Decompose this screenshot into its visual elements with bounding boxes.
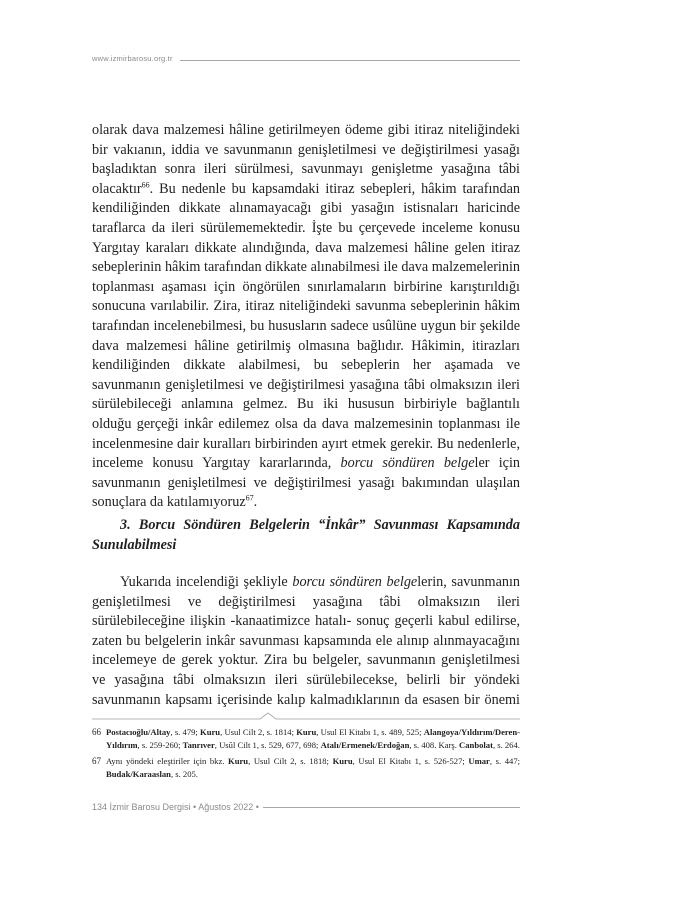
footnote-segment: , s. 205.: [170, 769, 198, 779]
para2-italic-term: borcu söndüren belge: [292, 574, 418, 590]
footnote-segment: , Usul El Kitabı 1, s. 489, 525;: [316, 727, 424, 737]
footnote-author: Kuru: [332, 756, 353, 766]
footnote-author: Canbolat: [459, 740, 493, 750]
footnote-author: Kuru: [228, 756, 249, 766]
footnote-author: Kuru: [296, 727, 317, 737]
header-url: www.izmirbarosu.org.tr: [92, 54, 173, 63]
header-rule: [180, 60, 520, 61]
footnote-67: [92, 755, 520, 781]
footnote-number: 66: [92, 727, 101, 737]
para2-text-1: Yukarıda incelendiği şekliyle: [120, 574, 293, 590]
footnote-number: 67: [92, 756, 101, 766]
para1-text-1: olarak dava malzemesi hâline getirilmeyen ödeme gibi itiraz niteliğindeki bir vakıanın, iddia ve savunmanın genişletilmesi ve değiştirilmesi yasağı başladıktan sonra ileri sürülmesi, savunmayı genişletme yasağına tâbi olacaktır: [92, 122, 520, 197]
footnote-segment: , s. 264.: [492, 740, 520, 750]
footnote-segment: , s. 447;: [489, 756, 521, 766]
footnote-segment: , Usûl Cilt 1, s. 529, 677, 698;: [214, 740, 321, 750]
footnote-author: Budak/Karaaslan: [106, 769, 171, 779]
footnote-segment: , s. 259-260;: [137, 740, 183, 750]
footer-rule: [263, 807, 520, 808]
footnote-66: [92, 726, 520, 752]
footnote-divider: [92, 712, 520, 720]
footnote-segment: , s. 408. Karş.: [409, 740, 460, 750]
body-paragraph-2: [92, 573, 520, 710]
footnote-text: [106, 755, 520, 781]
footnote-author: Tanrıver: [182, 740, 215, 750]
body-paragraph-1: [92, 121, 520, 513]
footnote-segment: , Usul Cilt 2, s. 1814;: [220, 727, 297, 737]
footnote-author: Umar: [468, 756, 490, 766]
footnote-text: [106, 726, 520, 752]
footnote-segment: , s. 479;: [170, 727, 201, 737]
section-heading: 3. Borcu Söndüren Belgelerin “İnkâr” Savunması Kapsamında Sunulabilmesi: [92, 517, 520, 553]
para1-text-4: .: [253, 494, 258, 511]
para1-italic-term: borcu söndüren belge: [340, 455, 475, 472]
para2-text-2: lerin, savunmanın genişletilmesi ve değiştirilmesi yasağına tâbi olmaksızın ileri sürülebileceğine ilişkin -kanaatimizce hatalı- sonuç geçerli kabul edilirse, zaten bu belgelerin inkâr savunması kapsamında ele alınıp alınmayacağını incelemeye de gerek yoktur. Zira bu belgeler, savunmanın genişletilmesi ve yasağına tâbi olmaksızın ileri sürülebilecekse, belirli bir yöndeki savunmanın kapsamı içerisinde kalıp kalmadıklarının da esasen bir önemi: [92, 574, 520, 708]
footnote-author: Kuru: [200, 727, 221, 737]
para1-text-2: . Bu nedenle bu kapsamdaki itiraz sebepleri, hâkim tarafından kendiliğinden dikkate alınamayacağı gibi yasağın istisnaları haricinde taraflarca da ileri sürülememektedir. İşte bu çerçevede inceleme konusu Yargıtay karaları dikkate alındığında, dava malzemesi hâline gelen itiraz sebeplerinin hâkim tarafından dikkate alınabilmesi ile dava malzemelerinin toplanması aşaması için öngörülen sınırlamaların birbirine karıştırıldığı sonucuna varılabilir. Zira, itiraz niteliğindeki savunma sebeplerinin hâkim tarafından incelenebilmesi, bu hususların sadece usûlüne uygun bir şekilde dava malzemesi hâline getirilmiş olmasına bağlıdır. Hâkimin, itirazları kendiliğinden dikkate alabilmesi, bu sebeplerin her aşamada ve savunmanın genişletilmesi ve değiştirilmesi yasağına tâbi olmaksızın ileri sürülebileceği anlamına gelmez. Bu iki hususun birbiriyle bağlantılı olduğu gerçeği inkâr edilemez olsa da dava malzemesinin toplanması ile incelenmesine dair kuralları birbirinden ayırt etmek gerekir. Bu nedenlerle, inceleme konusu Yargıtay kararlarında,: [92, 180, 520, 472]
page-footer: [92, 801, 520, 813]
footnote-author: Postacıoğlu/Altay: [106, 727, 171, 737]
para1-text-3: ler için savunmanın genişletilmesi ve değiştirilmesi yasağı bakımından ulaşılan sonuçlara da katılamıyoruz: [92, 455, 520, 511]
footer-label: 134 İzmir Barosu Dergisi • Ağustos 2022 •: [92, 802, 259, 812]
footnote-ref-66[interactable]: 66: [141, 180, 150, 190]
footnote-segment: , Usul Cilt 2, s. 1818;: [248, 756, 333, 766]
footnote-author: Atalı/Ermenek/Erdoğan: [320, 740, 410, 750]
footnote-ref-67[interactable]: 67: [245, 493, 254, 503]
footnotes: [92, 726, 520, 784]
footnote-segment: , Usul El Kitabı 1, s. 526-527;: [352, 756, 469, 766]
footnote-author: Alangoya/Yıldırım/Deren-Yıldırım: [106, 727, 521, 750]
footnote-segment: Aynı yöndeki eleştiriler için bkz.: [106, 756, 229, 766]
